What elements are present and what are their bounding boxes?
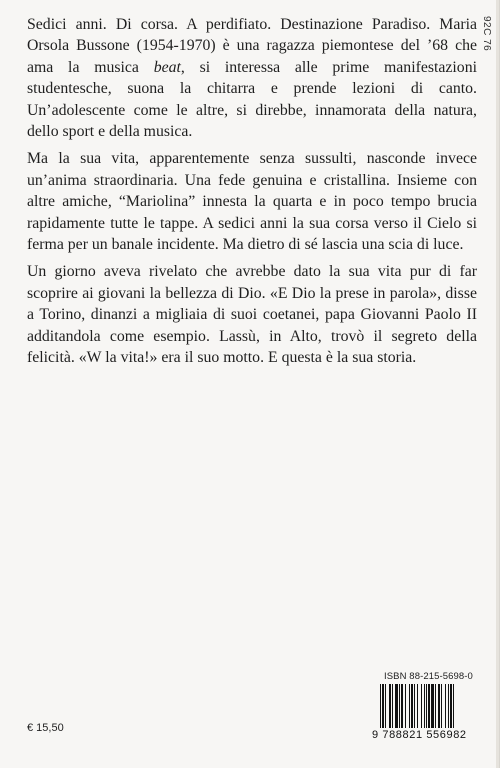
barcode-bar bbox=[409, 684, 410, 728]
barcode-bar bbox=[392, 684, 393, 728]
blurb-paragraph-1-italic: beat bbox=[153, 58, 181, 76]
barcode-bar bbox=[385, 684, 386, 728]
barcode-bar bbox=[428, 684, 430, 728]
barcode bbox=[372, 684, 482, 742]
barcode-bar bbox=[421, 684, 422, 728]
barcode-bar bbox=[448, 684, 449, 728]
barcode-bars bbox=[380, 684, 478, 728]
price-label: € 15,50 bbox=[27, 722, 64, 734]
blurb-text bbox=[27, 14, 477, 375]
barcode-bar bbox=[401, 684, 403, 728]
blurb-paragraph-1 bbox=[27, 14, 477, 142]
barcode-bar bbox=[414, 684, 415, 728]
barcode-bar bbox=[411, 684, 413, 728]
barcode-bar bbox=[450, 684, 452, 728]
barcode-bar bbox=[431, 684, 434, 728]
barcode-bar bbox=[453, 684, 454, 728]
blurb-paragraph-2: Ma la sua vita, apparentemente senza sussulti, nasconde invece un’anima straordinaria. Una fede genuina e cristallina. Insieme con altre amiche, “Mariolina” innesta la quarta e in poco tempo brucia rapidamente tutte le tappe. A sedici anni la sua corsa verso il Cielo si ferma per un banale incidente. Ma dietro di sé lascia una scia di luce. bbox=[27, 150, 477, 254]
blurb-paragraph-1-end: , si interessa alle prime manifestazioni studentesche, suona la chitarra e prende lezioni di canto. Un’adolescente come le altre, si direbbe, innamorata della natura, dello sport e della musica. bbox=[27, 58, 477, 141]
barcode-bar bbox=[426, 684, 427, 728]
catalog-code: 92C 76 bbox=[481, 16, 492, 52]
barcode-bar bbox=[399, 684, 400, 728]
barcode-bar bbox=[445, 684, 446, 728]
blurb-paragraph-1-start: Sedici anni. Di corsa. A perdifiato. Destinazione Paradiso. Maria Orsola Bussone (1954-1970) è una ragazza piemontese del ’68 che ama la musica bbox=[27, 16, 477, 76]
barcode-bar bbox=[382, 684, 384, 728]
blurb-paragraph-3: Un giorno aveva rivelato che avrebbe dato la sua vita pur di far scoprire ai giovani la bellezza di Dio. «E Dio la prese in parola», disse a Torino, dinanzi a migliaia di suoi coetanei, papa Giovanni Paolo II additandola come esempio. Lassù, in Alto, trovò il segreto della felicità. «W la vita!» era il suo motto. E questa è la sua storia. bbox=[27, 263, 477, 367]
barcode-bar bbox=[380, 684, 381, 728]
barcode-digits: 9 788821 556982 bbox=[372, 729, 467, 741]
isbn-label: ISBN 88-215-5698-0 bbox=[384, 671, 473, 682]
barcode-bar bbox=[405, 684, 406, 728]
barcode-bar bbox=[441, 684, 442, 728]
barcode-bar bbox=[389, 684, 391, 728]
barcode-bar bbox=[424, 684, 425, 728]
barcode-bar bbox=[417, 684, 418, 728]
barcode-bar bbox=[395, 684, 398, 728]
barcode-bar bbox=[438, 684, 440, 728]
barcode-bar bbox=[435, 684, 436, 728]
